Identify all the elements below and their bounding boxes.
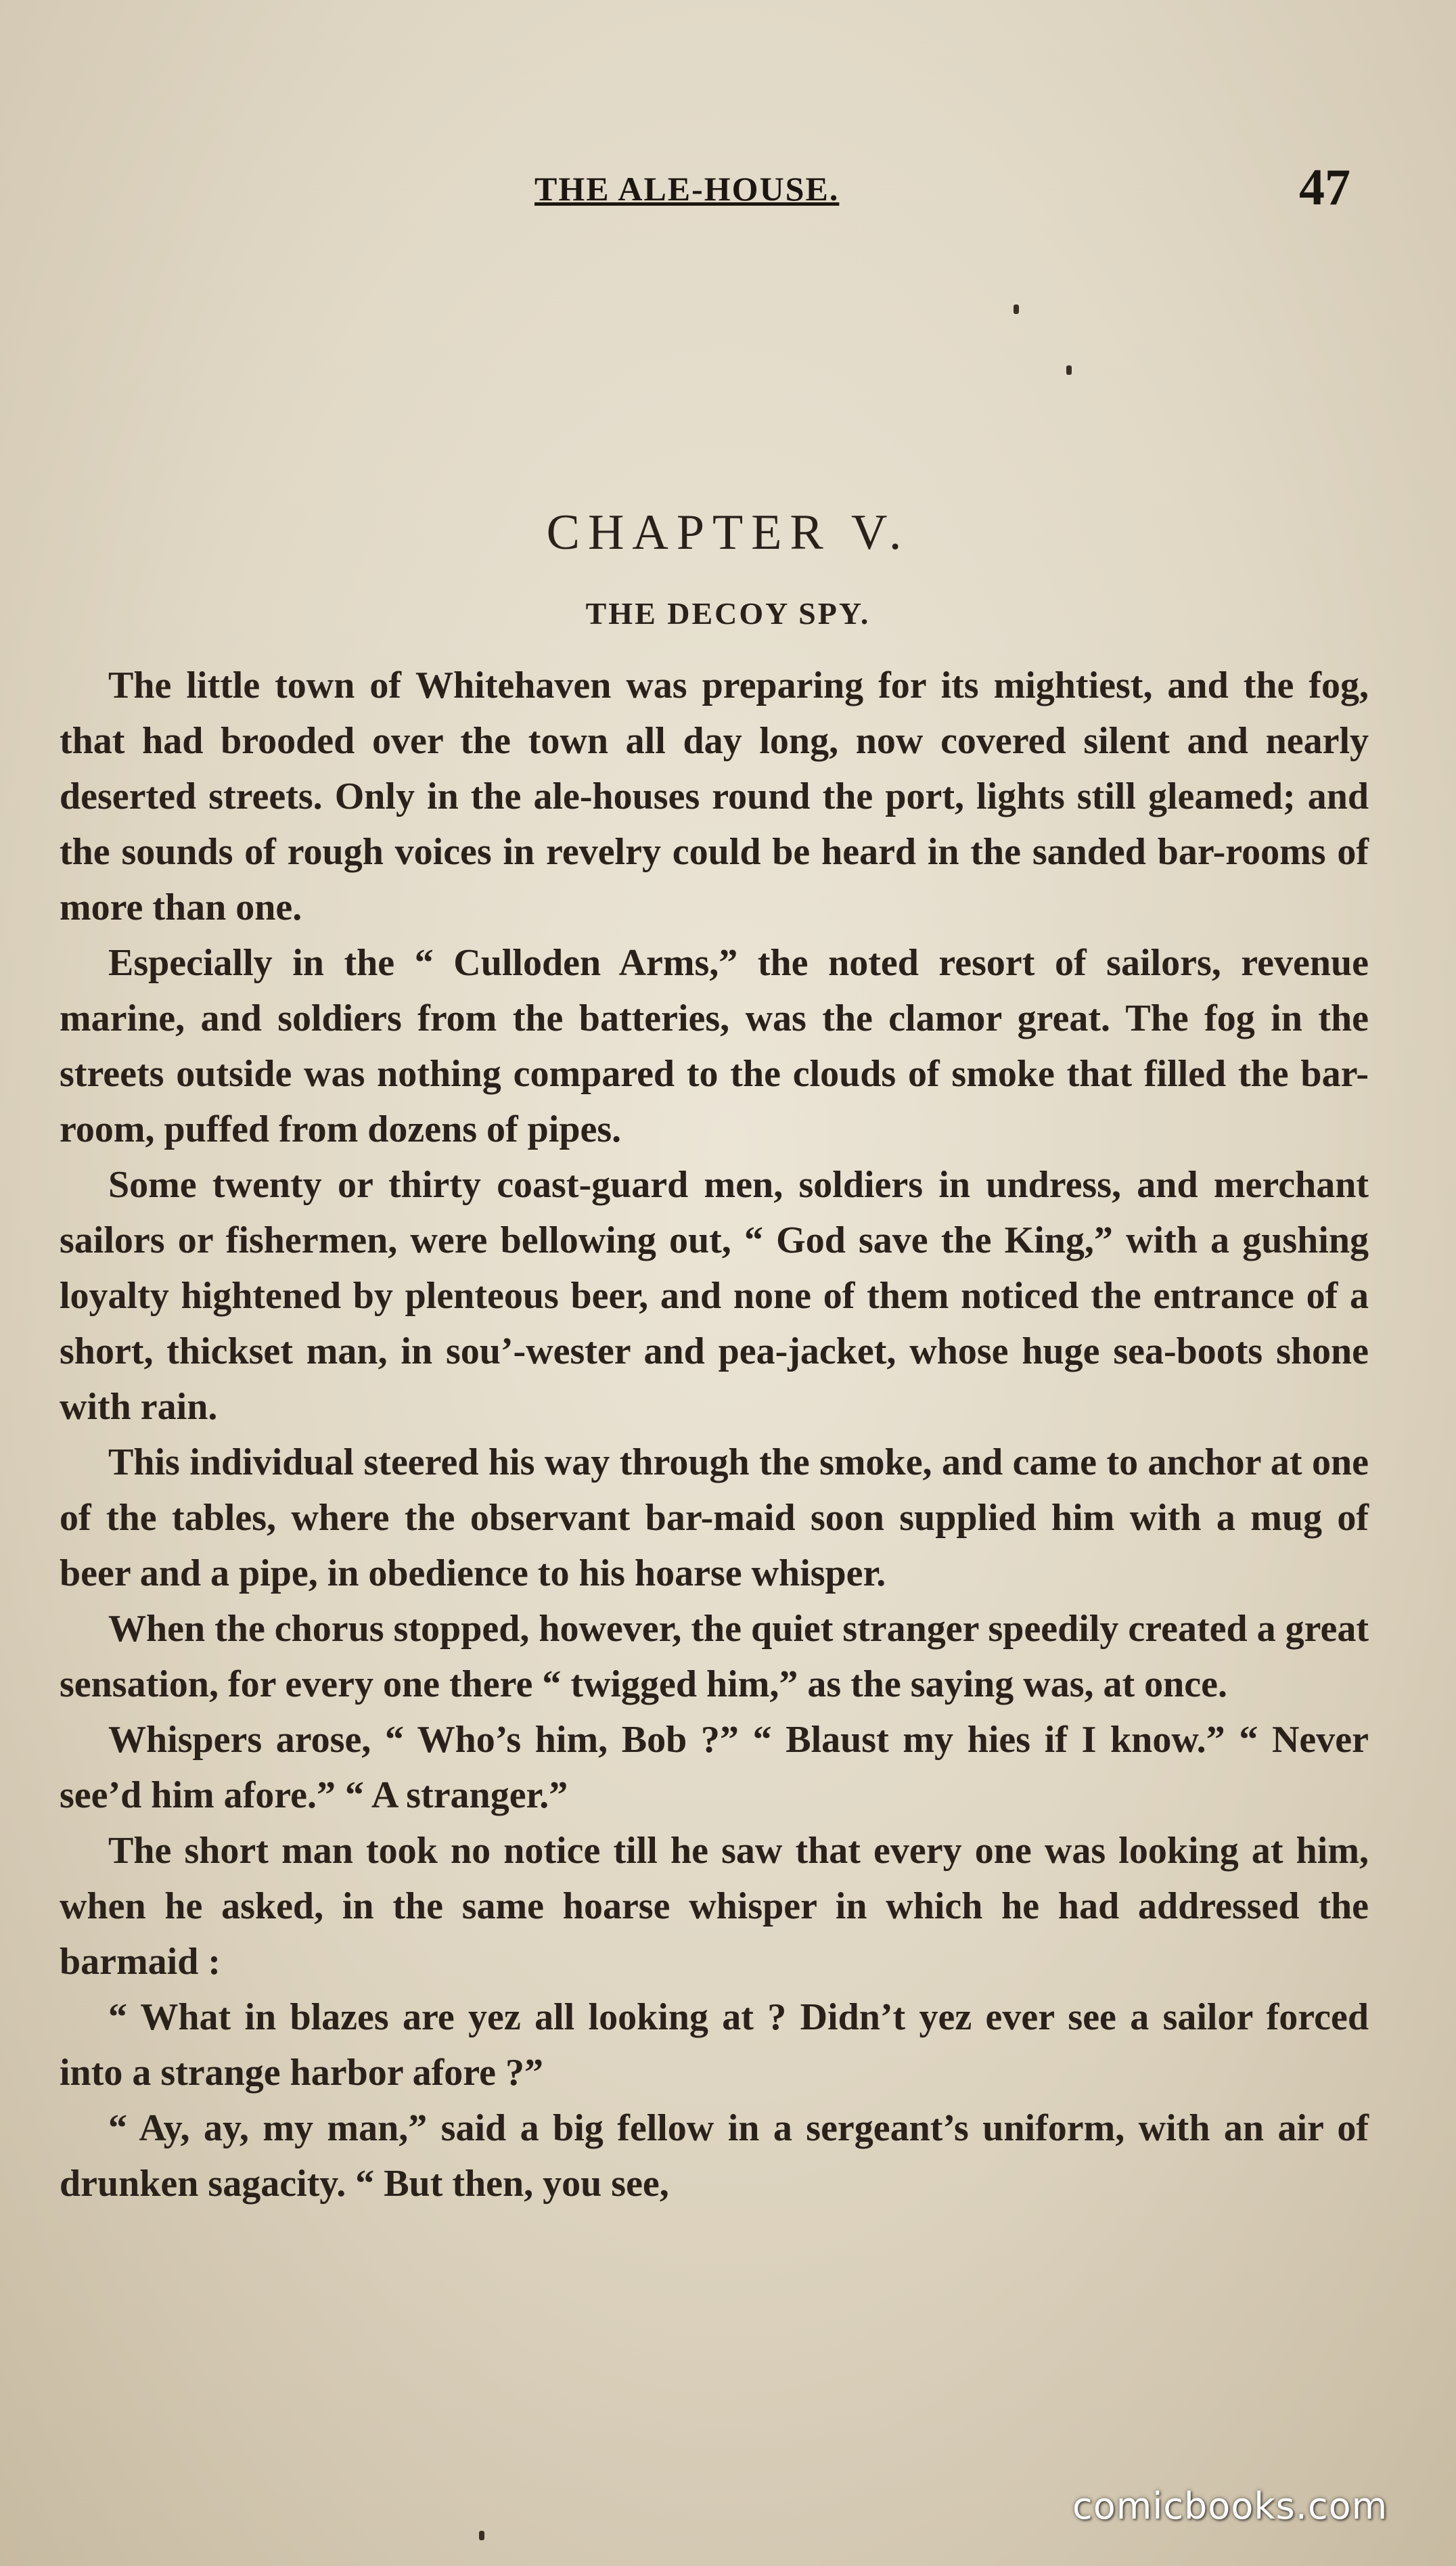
site-watermark: comicbooks.com <box>1072 2485 1388 2527</box>
paragraph: Especially in the “ Culloden Arms,” the noted resort of sailors, revenue marine, and soldiers from the batteries, was the clamor great. The fog in the streets outside was nothing compared to the clouds of smoke that filled the bar-room, puffed from dozens of pipes. <box>60 942 1369 1150</box>
paragraph: Some twenty or thirty coast-guard men, soldiers in undress, and merchant sailors or fishermen, were bellowing out, “ God save the King,” with a gushing loyalty hightened by plenteous beer, and none of them noticed the entrance of a short, thickset man, in sou’-wester and pea-jacket, whose huge sea-boots shone with rain. <box>60 1164 1369 1428</box>
chapter-subtitle: THE DECOY SPY. <box>585 596 871 631</box>
ink-speck <box>1066 365 1072 375</box>
running-head <box>0 159 1456 223</box>
running-title: THE ALE-HOUSE. <box>534 170 840 208</box>
ink-speck <box>479 2531 484 2540</box>
paragraph: The little town of Whitehaven was preparing for its mightiest, and the fog, that had brooded over the town all day long, now covered silent and nearly deserted streets. Only in the ale-houses round the port, lights still gleamed; and the sounds of rough voices in revelry could be heard in the sanded bar-rooms of more than one. <box>60 665 1369 928</box>
paragraph: The short man took no notice till he saw that every one was looking at him, when he asked, in the same hoarse whisper in which he had addressed the barmaid : <box>60 1830 1369 1983</box>
paragraph: When the chorus stopped, however, the quiet stranger speedily created a great sensation, for every one there “ twigged him,” as the saying was, at once. <box>60 1608 1369 1705</box>
page-number: 47 <box>1299 159 1350 216</box>
chapter-title: CHAPTER V. <box>546 505 910 560</box>
paragraph: Whispers arose, “ Who’s him, Bob ?” “ Blaust my hies if I know.” “ Never see’d him afore.” “ A stranger.” <box>60 1719 1369 1816</box>
body-text <box>60 658 1369 2211</box>
paragraph: This individual steered his way through the smoke, and came to anchor at one of the tables, where the observant bar-maid soon supplied him with a mug of beer and a pipe, in obedience to his hoarse whisper. <box>60 1441 1369 1594</box>
paragraph: “ What in blazes are yez all looking at ? Didn’t yez ever see a sailor forced into a strange harbor afore ?” <box>60 1996 1369 2094</box>
ink-speck <box>1014 305 1019 314</box>
paragraph: “ Ay, ay, my man,” said a big fellow in a sergeant’s uniform, with an air of drunken sagacity. “ But then, you see, <box>60 2107 1369 2205</box>
